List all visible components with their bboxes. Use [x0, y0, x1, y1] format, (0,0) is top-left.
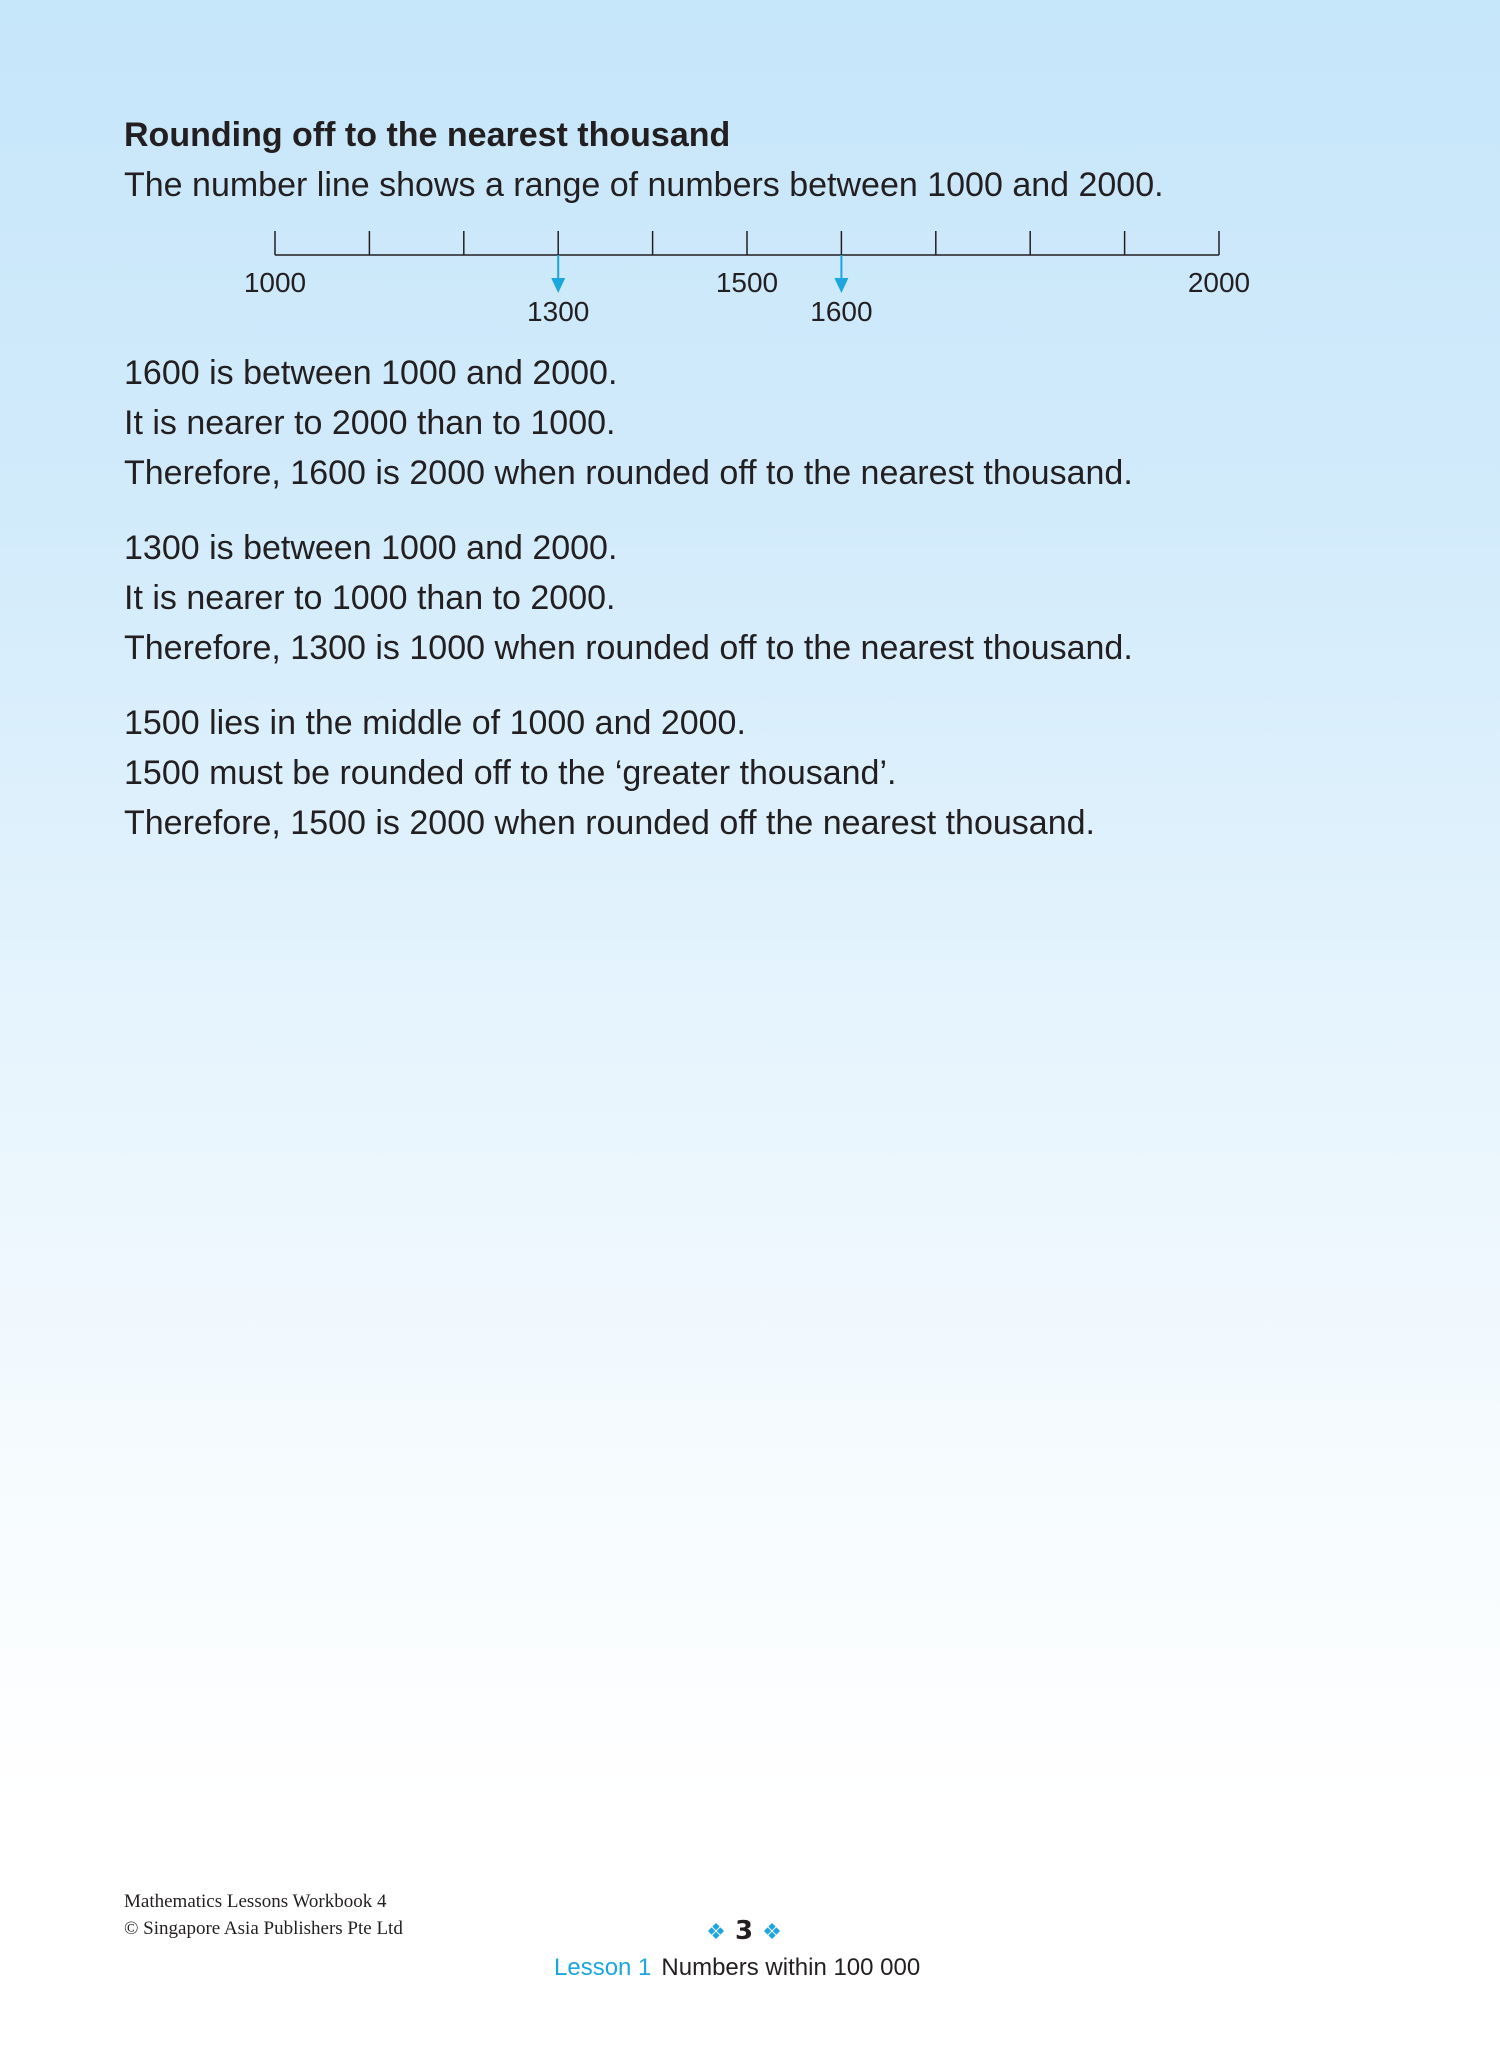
footer-credits — [124, 1888, 403, 1942]
number-line — [0, 0, 1500, 340]
number-line-label: 1500 — [715, 267, 779, 298]
intro-text: The number line shows a range of numbers between 1000 and 2000. — [124, 166, 1164, 204]
number-line-arrow-label: 1600 — [810, 296, 873, 327]
paragraph-line: It is nearer to 2000 than to 1000. — [124, 404, 616, 442]
paragraph-1600 — [124, 348, 1133, 498]
page-number-value: 3 — [734, 1916, 754, 1946]
paragraph-line: Therefore, 1600 is 2000 when rounded off to the nearest thousand. — [124, 454, 1133, 492]
paragraph-1500 — [124, 698, 1095, 848]
lesson-label: Lesson 1 — [554, 1954, 652, 1981]
number-line-label: 2000 — [1187, 267, 1251, 298]
page-heading: Rounding off to the nearest thousand — [124, 116, 731, 154]
paragraph-line: 1500 lies in the middle of 1000 and 2000. — [124, 704, 746, 742]
arrow-down-icon — [551, 278, 565, 293]
number-line-arrow-label: 1300 — [527, 296, 590, 327]
arrow-down-icon — [834, 278, 848, 293]
lesson-footer — [554, 1954, 920, 1982]
paragraph-line: 1500 must be rounded off to the ‘greater thousand’. — [124, 754, 897, 792]
book-title: Mathematics Lessons Workbook 4 — [124, 1891, 387, 1912]
number-line-marks — [244, 231, 1250, 327]
page-number — [704, 1916, 784, 1946]
paragraph-line: 1600 is between 1000 and 2000. — [124, 354, 618, 392]
diamond-ornament-icon: ❖ — [706, 1920, 726, 1945]
number-line-label: 1000 — [243, 267, 307, 298]
paragraph-line: It is nearer to 1000 than to 2000. — [124, 579, 616, 617]
diamond-ornament-icon: ❖ — [762, 1920, 782, 1945]
paragraph-1300 — [124, 523, 1133, 673]
paragraph-line: Therefore, 1300 is 1000 when rounded off to the nearest thousand. — [124, 629, 1133, 667]
lesson-title: Numbers within 100 000 — [661, 1954, 921, 1981]
copyright-notice: © Singapore Asia Publishers Pte Ltd — [124, 1918, 403, 1939]
paragraph-line: 1300 is between 1000 and 2000. — [124, 529, 618, 567]
paragraph-line: Therefore, 1500 is 2000 when rounded off the nearest thousand. — [124, 804, 1095, 842]
